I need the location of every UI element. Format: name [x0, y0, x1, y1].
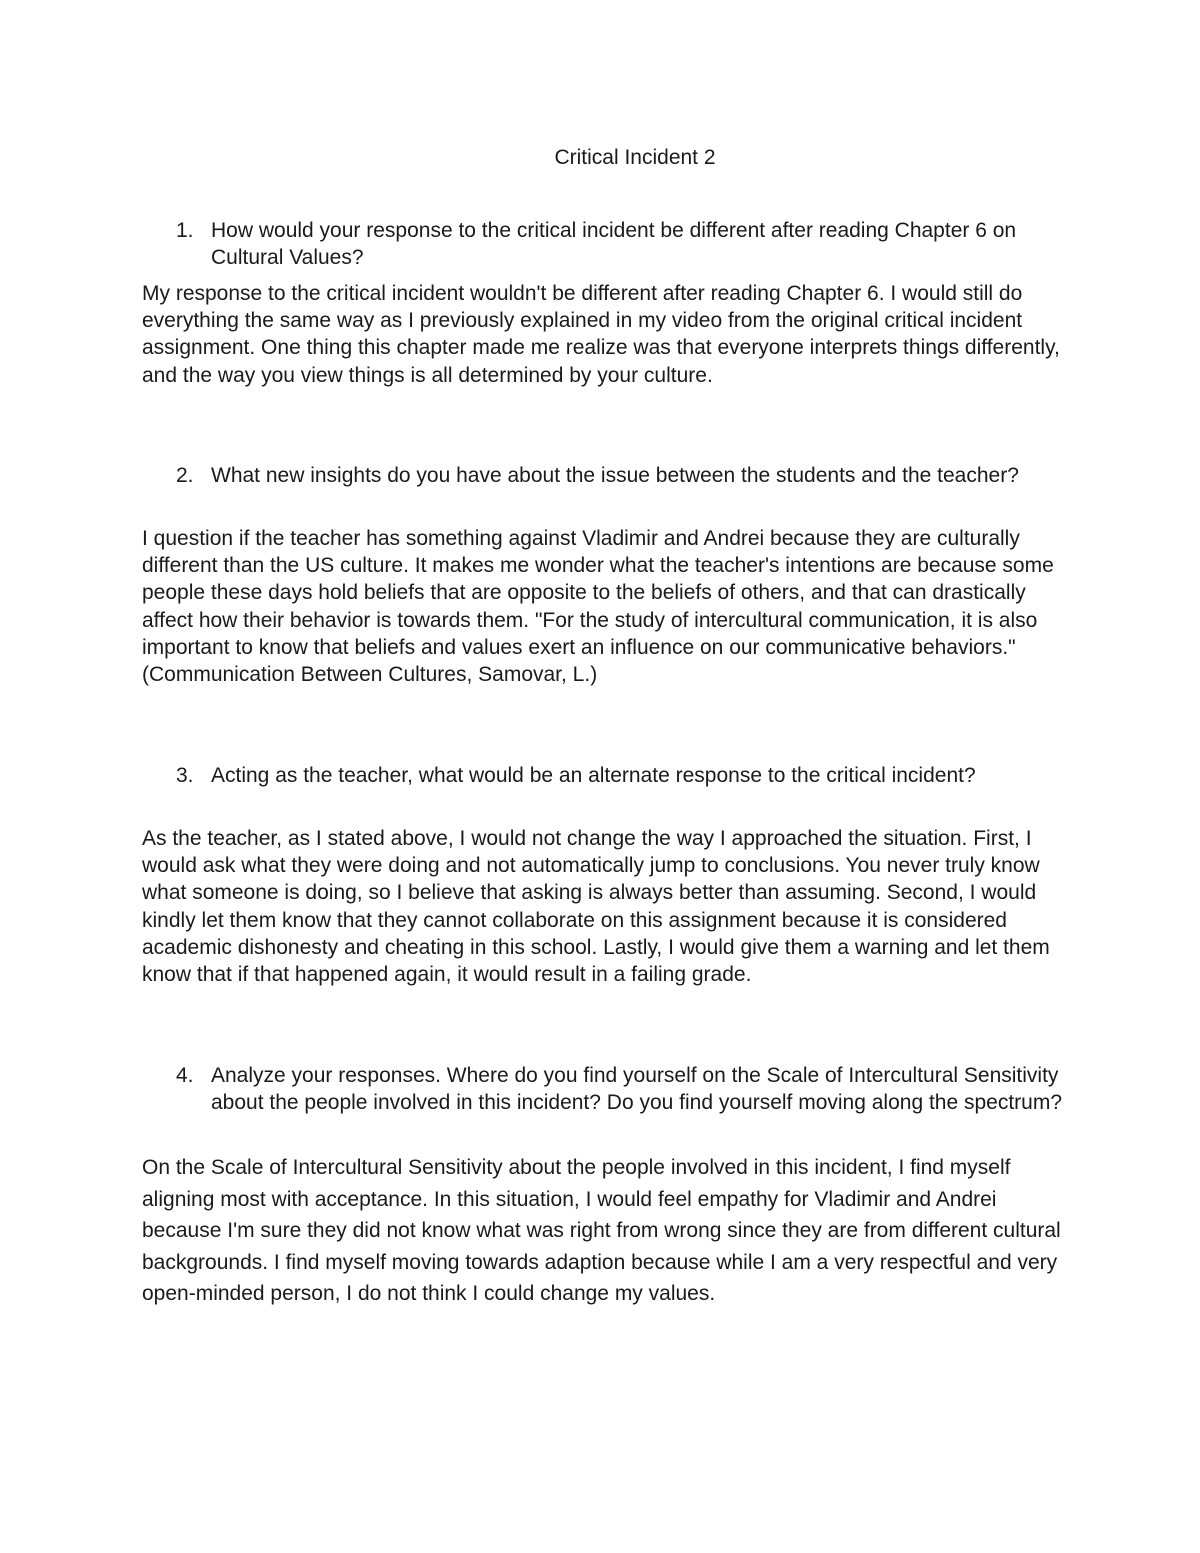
question-text: Analyze your responses. Where do you find yourself on the Scale of Intercultural Sensitivity about the people involved in this incident? Do you find yourself moving along the spectrum?: [211, 1064, 1063, 1114]
document-title: Critical Incident 2: [554, 146, 716, 169]
question-4: [176, 1062, 1071, 1116]
answer-4: On the Scale of Intercultural Sensitivity about the people involved in this incident, I find myself aligning most with acceptance. In this situation, I would feel empathy for Vladimir and Andrei because I'm sure they did not know what was right from wrong since they are from different cultural backgrounds. I find myself moving towards adaption because while I am a very respectful and very open-minded person, I do not think I could change my values.: [142, 1156, 1061, 1305]
question-text: What new insights do you have about the issue between the students and the teacher?: [211, 464, 1019, 487]
question-number: 2.: [176, 464, 194, 487]
question-text: How would your response to the critical incident be different after reading Chapter 6 on Cultural Values?: [211, 219, 1017, 269]
question-text: Acting as the teacher, what would be an alternate response to the critical incident?: [211, 764, 976, 787]
question-1: [176, 217, 1071, 271]
answer-3: As the teacher, as I stated above, I would not change the way I approached the situation. First, I would ask what they were doing and not automatically jump to conclusions. You never truly know what someone is doing, so I believe that asking is always better than assuming. Second, I would kindly let them know that they cannot collaborate on this assignment because it is considered academic dishonesty and cheating in this school. Lastly, I would give them a warning and let them know that if that happened again, it would result in a failing grade.: [142, 827, 1050, 987]
question-2: [176, 462, 1071, 489]
answer-2: I question if the teacher has something against Vladimir and Andrei because they are culturally different than the US culture. It makes me wonder what the teacher's intentions are because some people these days hold beliefs that are opposite to the beliefs of others, and that can drastically affect how their behavior is towards them. "For the study of intercultural communication, it is also important to know that beliefs and values exert an influence on our communicative behaviors." (Communication Between Cultures, Samovar, L.): [142, 527, 1054, 687]
question-number: 3.: [176, 764, 194, 787]
answer-1: My response to the critical incident wouldn't be different after reading Chapter 6. I would still do everything the same way as I previously explained in my video from the original critical incident assignment. One thing this chapter made me realize was that everyone interprets things differently, and the way you view things is all determined by your culture.: [142, 282, 1060, 387]
question-number: 1.: [176, 219, 194, 242]
question-3: [176, 762, 1071, 789]
question-number: 4.: [176, 1064, 194, 1087]
